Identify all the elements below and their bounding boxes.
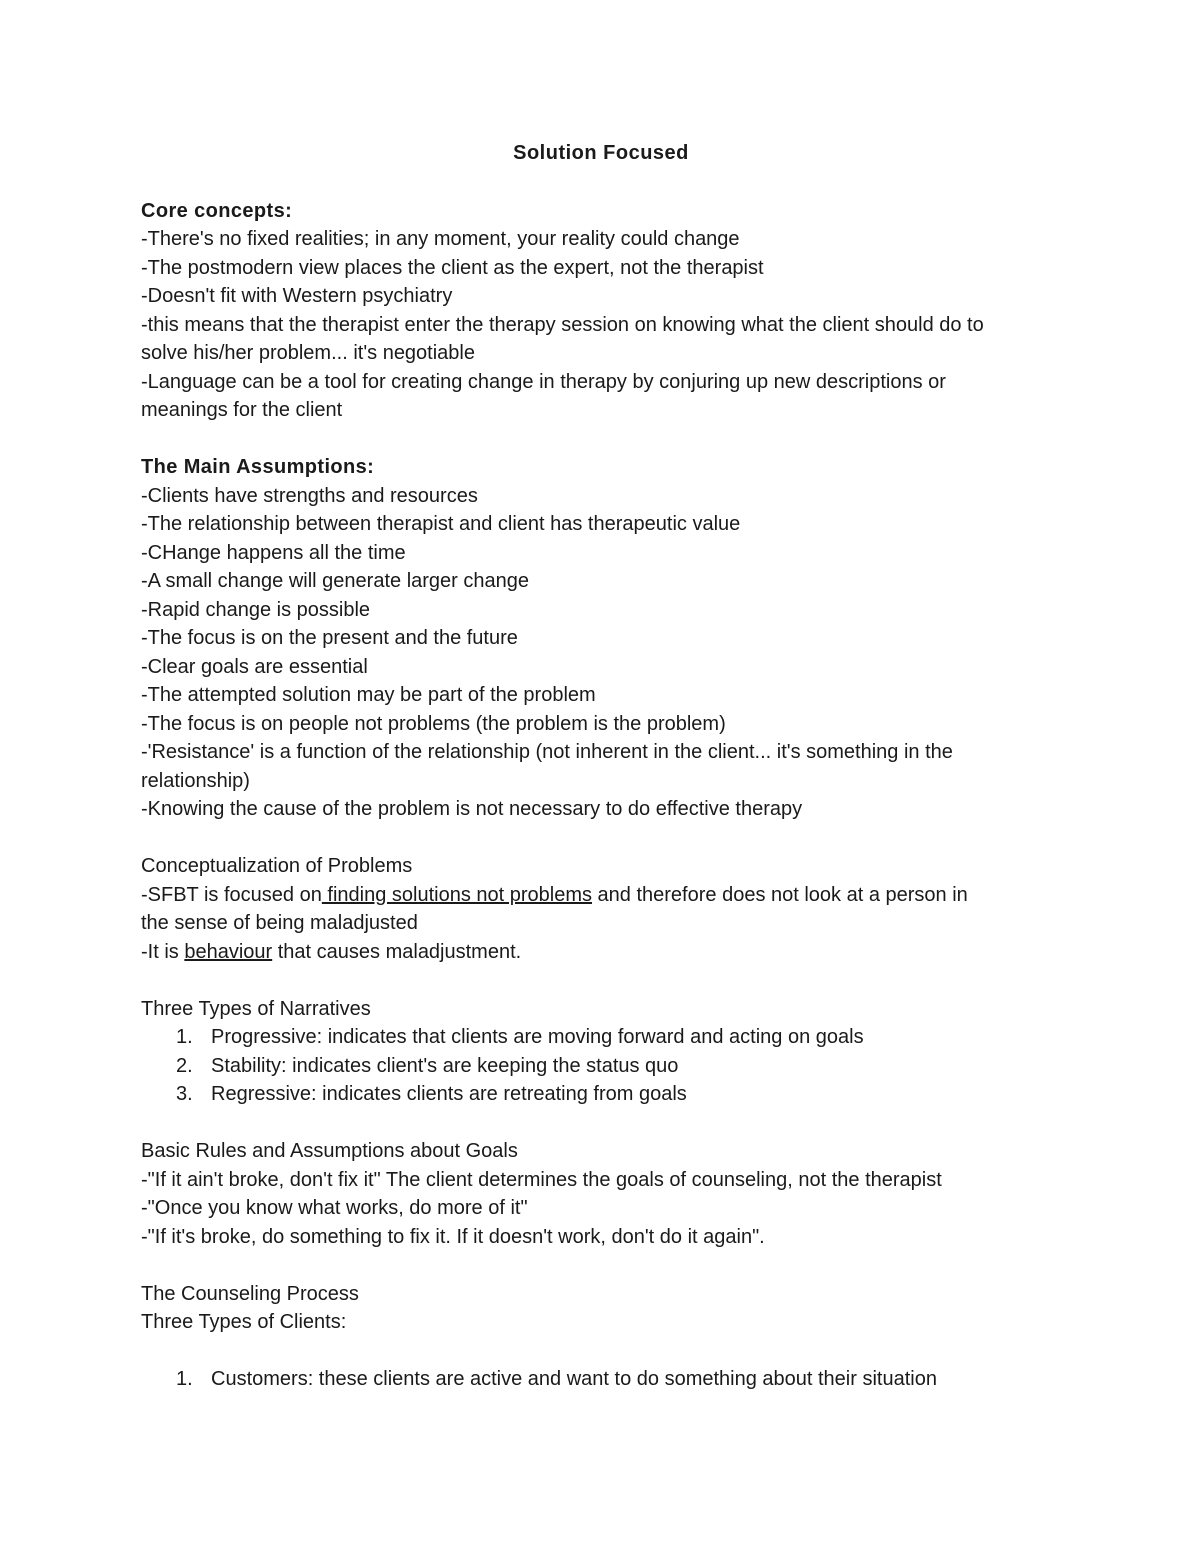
- spacer: [141, 824, 1061, 853]
- assumption-line: -Rapid change is possible: [141, 598, 371, 621]
- core-line: -Doesn't fit with Western psychiatry: [141, 285, 453, 307]
- client-types-subheading: Three Types of Clients:: [141, 1311, 347, 1333]
- conceptualization-line: the sense of being maladjusted: [141, 912, 418, 934]
- assumption-line: -The focus is on people not problems (the problem is the problem): [141, 712, 726, 735]
- goals-heading: Basic Rules and Assumptions about Goals: [141, 1140, 518, 1162]
- document-content: [141, 139, 1061, 1394]
- list-number: 3.: [176, 1083, 193, 1105]
- assumption-line: -Knowing the cause of the problem is not necessary to do effective therapy: [141, 798, 803, 820]
- core-concepts-heading: Core concepts:: [141, 199, 293, 222]
- goals-line: -"If it's broke, do something to fix it. If it doesn't work, don't do it again".: [141, 1225, 765, 1248]
- list-number: 2.: [176, 1054, 193, 1077]
- assumption-line: -'Resistance' is a function of the relationship (not inherent in the client... it's something in the: [141, 741, 953, 763]
- list-item-text: Progressive: indicates that clients are moving forward and acting on goals: [211, 1026, 864, 1048]
- underlined-text: finding solutions not problems: [321, 883, 592, 906]
- goals-line: -"Once you know what works, do more of it": [141, 1197, 528, 1219]
- client-types-list: [141, 1365, 1061, 1394]
- assumption-line: -CHange happens all the time: [141, 541, 406, 564]
- counseling-process-heading: The Counseling Process: [141, 1282, 359, 1305]
- core-line: meanings for the client: [141, 399, 343, 421]
- list-item-text: Customers: these clients are active and want to do something about their situation: [211, 1368, 937, 1390]
- spacer: [141, 1251, 1061, 1280]
- text-span: that causes maladjustment.: [272, 940, 522, 963]
- spacer: [141, 1337, 1061, 1366]
- list-item-text: Regressive: indicates clients are retreating from goals: [211, 1083, 687, 1105]
- list-item: [141, 1080, 1061, 1109]
- assumption-line: relationship): [141, 769, 250, 792]
- core-line: -Language can be a tool for creating change in therapy by conjuring up new descriptions or: [141, 370, 946, 393]
- assumption-line: -The attempted solution may be part of the problem: [141, 684, 596, 706]
- list-item-text: Stability: indicates client's are keeping the status quo: [211, 1054, 679, 1077]
- core-line: -this means that the therapist enter the therapy session on knowing what the client should do to: [141, 313, 984, 336]
- list-item: [141, 1052, 1061, 1081]
- spacer: [141, 966, 1061, 995]
- spacer: [141, 425, 1061, 454]
- text-span: -SFBT is focused on: [141, 883, 322, 906]
- spacer: [141, 1109, 1061, 1138]
- goals-line: -"If it ain't broke, don't fix it" The client determines the goals of counseling, not the therapist: [141, 1168, 942, 1191]
- core-line: -There's no fixed realities; in any moment, your reality could change: [141, 228, 740, 250]
- text-span: -It is: [141, 940, 185, 963]
- narratives-heading: Three Types of Narratives: [141, 997, 371, 1020]
- core-line: solve his/her problem... it's negotiable: [141, 342, 475, 364]
- list-number: 1.: [176, 1368, 193, 1390]
- assumption-line: -The relationship between therapist and client has therapeutic value: [141, 513, 741, 535]
- list-number: 1.: [176, 1026, 193, 1048]
- list-item: [141, 1023, 1061, 1052]
- conceptualization-heading: Conceptualization of Problems: [141, 855, 413, 877]
- conceptualization-line: [141, 938, 1061, 967]
- assumption-line: -Clear goals are essential: [141, 655, 368, 678]
- underlined-text: behaviour: [184, 940, 273, 963]
- main-assumptions-heading: The Main Assumptions:: [141, 456, 375, 478]
- core-line: -The postmodern view places the client as the expert, not the therapist: [141, 256, 764, 279]
- conceptualization-line: [141, 881, 1061, 910]
- page-title: Solution Focused: [513, 142, 689, 164]
- text-span: and therefore does not look at a person in: [591, 883, 968, 906]
- assumption-line: -A small change will generate larger change: [141, 570, 529, 592]
- assumption-line: -The focus is on the present and the future: [141, 627, 518, 649]
- narratives-list: [141, 1023, 1061, 1109]
- assumption-line: -Clients have strengths and resources: [141, 484, 478, 507]
- list-item: [141, 1365, 1061, 1394]
